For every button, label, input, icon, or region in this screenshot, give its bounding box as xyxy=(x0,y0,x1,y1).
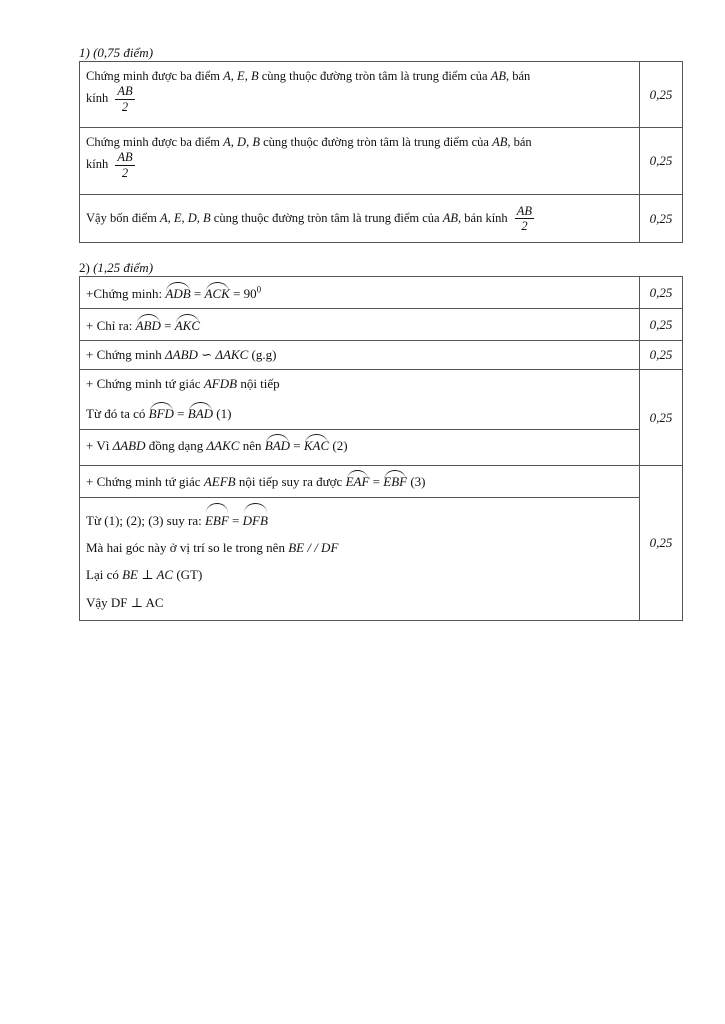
conclusion-line xyxy=(86,561,633,588)
row-text: Lại có xyxy=(86,567,119,583)
angle-label: BAD xyxy=(188,402,213,423)
score-cell: 0,25 xyxy=(640,128,683,195)
part2-heading xyxy=(79,260,153,276)
row-text: cùng thuộc đường tròn tâm là trung điểm của xyxy=(261,69,488,83)
conclusion-line xyxy=(86,503,633,534)
answer-cell xyxy=(80,341,640,370)
row-text: (2) xyxy=(332,438,348,454)
row-text: nội tiếp suy ra được xyxy=(238,474,343,489)
angle-label: EAF xyxy=(346,470,370,491)
similar-symbol: ∽ xyxy=(201,346,213,362)
segment-label: AB xyxy=(492,135,508,149)
table-row xyxy=(80,277,683,309)
angle-label: ADB xyxy=(165,282,190,303)
angle-label: ACK xyxy=(205,282,230,303)
equals-sign: = xyxy=(232,512,240,528)
parallel-relation: BE / / DF xyxy=(288,540,339,556)
points-label: A, D, B xyxy=(223,135,260,149)
fraction-denominator: 2 xyxy=(121,165,129,180)
angle-label: EBF xyxy=(383,470,407,491)
row-text: (GT) xyxy=(176,567,203,583)
table-row xyxy=(80,341,683,370)
equals-sign: = xyxy=(193,286,202,302)
part2-points: (1,25 điểm) xyxy=(93,260,154,275)
conclusion-line xyxy=(86,589,633,616)
row-text: cùng thuộc đường tròn tâm là trung điểm của xyxy=(213,210,440,225)
answer-cell xyxy=(80,195,640,243)
fraction-denominator: 2 xyxy=(121,99,129,114)
equals-sign: = xyxy=(372,474,380,489)
table-row xyxy=(80,370,683,466)
points-label: A, E, D, B xyxy=(159,210,211,225)
row-text: , bán xyxy=(505,69,531,83)
triangle-label: ΔAKC xyxy=(206,438,240,454)
row-text: + Chứng minh tứ giác xyxy=(86,474,201,489)
score-cell: 0,25 xyxy=(640,195,683,243)
row-text: = 90 xyxy=(233,286,257,302)
equals-sign: = xyxy=(293,438,301,454)
score-cell: 0,25 xyxy=(640,62,683,128)
answer-cell xyxy=(80,466,640,621)
angle-label: KAC xyxy=(304,434,329,455)
row-text: (3) xyxy=(410,474,426,489)
degree-superscript: 0 xyxy=(256,284,262,295)
radius-fraction xyxy=(115,84,134,114)
answer-cell xyxy=(80,370,640,466)
part1-heading xyxy=(79,45,153,61)
quadrilateral-label: AFDB xyxy=(203,376,238,391)
row-text: Từ đó ta có xyxy=(86,406,146,422)
row-text: kính xyxy=(86,157,109,171)
part1-number: 1) xyxy=(79,45,90,60)
row-text: Vậy DF ⊥ AC xyxy=(86,594,164,610)
score-cell: 0,25 xyxy=(640,309,683,341)
part1-table xyxy=(79,61,683,243)
row-text: kính xyxy=(86,91,109,105)
conclusion-line xyxy=(86,534,633,561)
answer-cell xyxy=(80,62,640,128)
answer-cell xyxy=(80,277,640,309)
answer-cell xyxy=(80,309,640,341)
row-text: + Vì xyxy=(86,438,110,454)
part2-table xyxy=(79,276,683,621)
points-label: A, E, B xyxy=(223,69,259,83)
angle-label: BAD xyxy=(265,434,290,455)
row-text: + Chỉ ra: xyxy=(86,318,133,334)
triangle-label: ΔABD xyxy=(112,438,146,454)
table-row xyxy=(80,62,683,128)
row-text: (g.g) xyxy=(251,346,277,362)
row-text: +Chứng minh: xyxy=(86,286,163,302)
row-separator xyxy=(80,429,639,459)
row-text: , bán xyxy=(507,135,532,149)
triangle-label: ΔAKC xyxy=(215,346,249,362)
perpendicular-relation: BE ⊥ AC xyxy=(122,567,174,583)
angle-label: BFD xyxy=(149,402,174,423)
triangle-label: ΔABD xyxy=(165,346,198,362)
row-text: , bán kính xyxy=(458,210,508,225)
score-cell: 0,25 xyxy=(640,466,683,621)
row-text: + Chứng minh tứ giác xyxy=(86,376,201,391)
row-text: Mà hai góc này ở vị trí so le trong nên xyxy=(86,540,285,556)
score-cell: 0,25 xyxy=(640,370,683,466)
table-row xyxy=(80,195,683,243)
row-text: + Chứng minh xyxy=(86,346,162,362)
answer-cell xyxy=(80,128,640,195)
radius-fraction xyxy=(515,204,534,234)
angle-label: DFB xyxy=(243,503,268,534)
score-cell: 0,25 xyxy=(640,277,683,309)
row-text: nên xyxy=(242,438,262,454)
row-text: cùng thuộc đường tròn tâm là trung điểm của xyxy=(263,135,489,149)
row-text: nội tiếp xyxy=(240,376,280,391)
score-cell: 0,25 xyxy=(640,341,683,370)
fraction-denominator: 2 xyxy=(521,219,528,233)
row-text: Chứng minh được ba điểm xyxy=(86,69,221,83)
row-text: Vậy bốn điểm xyxy=(86,210,157,225)
table-row xyxy=(80,466,683,621)
fraction-numerator: AB xyxy=(117,84,133,99)
fraction-numerator: AB xyxy=(516,203,533,218)
segment-label: AB xyxy=(442,210,459,225)
row-text: đồng dạng xyxy=(148,438,204,454)
radius-fraction xyxy=(115,150,134,180)
angle-label: EBF xyxy=(205,503,229,534)
row-text: Từ (1); (2); (3) suy ra: xyxy=(86,512,202,528)
part2-number: 2) xyxy=(79,260,90,275)
part1-points: (0,75 điểm) xyxy=(93,45,154,60)
equals-sign: = xyxy=(177,406,185,422)
equals-sign: = xyxy=(164,318,172,334)
fraction-numerator: AB xyxy=(117,150,133,165)
quadrilateral-label: AEFB xyxy=(203,474,236,489)
segment-label: AB xyxy=(490,69,506,83)
angle-label: ABD xyxy=(136,314,161,335)
angle-label: AKC xyxy=(175,314,200,335)
row-text: (1) xyxy=(216,406,232,422)
row-separator xyxy=(80,497,639,620)
table-row xyxy=(80,128,683,195)
row-text: Chứng minh được ba điểm xyxy=(86,135,221,149)
table-row xyxy=(80,309,683,341)
